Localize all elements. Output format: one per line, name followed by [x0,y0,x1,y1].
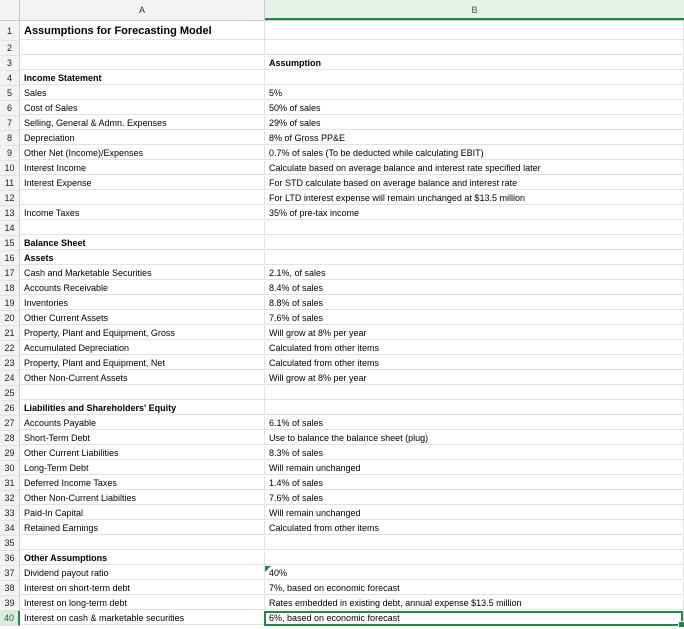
cell-b[interactable]: For LTD interest expense will remain unchanged at $13.5 million [265,191,684,205]
cell-b[interactable]: 50% of sales [265,101,684,115]
table-row [0,146,684,161]
cell-a[interactable]: Long-Term Debt [20,461,265,475]
row-header[interactable]: 1 [0,21,20,41]
table-row [0,191,684,206]
row-header[interactable]: 40 [0,611,20,626]
table-row [0,206,684,221]
column-header-b[interactable]: B [265,0,684,20]
cell-b[interactable] [265,41,684,55]
cell-b[interactable]: 5% [265,86,684,100]
cell-a[interactable] [20,41,265,55]
table-row [0,521,684,536]
column-header-row [0,0,684,21]
table-row [0,476,684,491]
cell-b[interactable]: 29% of sales [265,116,684,130]
cell-b[interactable]: 2.1%, of sales [265,266,684,280]
table-row [0,251,684,266]
table-row [0,101,684,116]
cell-a[interactable]: Deferred Income Taxes [20,476,265,490]
table-row [0,311,684,326]
cell-b[interactable]: Assumption [265,56,684,70]
select-all-corner[interactable] [0,0,20,20]
cell-a[interactable]: Paid-In Capital [20,506,265,520]
cell-a[interactable]: Retained Earnings [20,521,265,535]
cell-b[interactable] [265,21,684,40]
row-header[interactable]: 9 [0,146,20,161]
table-row [0,56,684,71]
cell-b[interactable]: Rates embedded in existing debt, annual expense $13.5 million [265,596,684,610]
row-header[interactable]: 12 [0,191,20,206]
cell-b[interactable]: Calculated from other items [265,521,684,535]
row-header[interactable]: 32 [0,491,20,506]
cell-a[interactable]: Other Current Assets [20,311,265,325]
cell-a[interactable]: Other Non-Current Assets [20,371,265,385]
cell-a[interactable]: Income Taxes [20,206,265,220]
cell-a[interactable] [20,191,265,205]
table-row [0,161,684,176]
cell-a[interactable]: Short-Term Debt [20,431,265,445]
table-row [0,281,684,296]
cell-b[interactable]: Will grow at 8% per year [265,371,684,385]
row-header[interactable]: 14 [0,221,20,236]
cell-b[interactable]: 35% of pre-tax income [265,206,684,220]
cell-b[interactable] [265,386,684,400]
row-header[interactable]: 33 [0,506,20,521]
cell-b[interactable]: 7.6% of sales [265,491,684,505]
cell-b[interactable]: 6%, based on economic forecast [265,611,684,625]
cell-b[interactable]: 1.4% of sales [265,476,684,490]
table-row [0,341,684,356]
cell-b[interactable] [265,536,684,550]
cell-a[interactable]: Interest Income [20,161,265,175]
grid-rows [0,21,684,626]
table-row [0,71,684,86]
table-row [0,86,684,101]
active-cell-outline [264,611,683,626]
cell-a[interactable]: Assets [20,251,265,265]
cell-b[interactable]: Will remain unchanged [265,461,684,475]
column-header-a[interactable]: A [20,0,265,20]
table-row [0,611,684,626]
fill-handle[interactable] [678,621,684,628]
cell-a[interactable]: Sales [20,86,265,100]
cell-b[interactable]: For STD calculate based on average balance and interest rate [265,176,684,190]
table-row [0,221,684,236]
cell-a[interactable]: Accounts Payable [20,416,265,430]
cell-a[interactable]: Assumptions for Forecasting Model [20,21,265,40]
cell-a[interactable]: Other Net (Income)/Expenses [20,146,265,160]
cell-a[interactable]: Accumulated Depreciation [20,341,265,355]
row-header[interactable]: 18 [0,281,20,296]
cell-a[interactable]: Other Current Liabilities [20,446,265,460]
cell-a[interactable]: Property, Plant and Equipment, Net [20,356,265,370]
table-row [0,131,684,146]
cell-a[interactable]: Selling, General & Admn. Expenses [20,116,265,130]
table-row [0,416,684,431]
cell-a[interactable]: Property, Plant and Equipment, Gross [20,326,265,340]
cell-a[interactable]: Cash and Marketable Securities [20,266,265,280]
row-header[interactable]: 20 [0,311,20,326]
cell-b[interactable]: 6.1% of sales [265,416,684,430]
row-header[interactable]: 3 [0,56,20,71]
table-row [0,176,684,191]
row-header[interactable]: 10 [0,161,20,176]
cell-b[interactable]: 8% of Gross PP&E [265,131,684,145]
table-row [0,446,684,461]
row-header[interactable]: 6 [0,101,20,116]
row-header[interactable]: 37 [0,566,20,581]
table-row [0,356,684,371]
cell-b[interactable]: Will grow at 8% per year [265,326,684,340]
row-header[interactable]: 4 [0,71,20,86]
row-header[interactable]: 2 [0,41,20,56]
cell-a[interactable]: Interest on cash & marketable securities [20,611,265,625]
row-header[interactable]: 21 [0,326,20,341]
cell-b[interactable] [265,236,684,250]
cell-b[interactable]: Use to balance the balance sheet (plug) [265,431,684,445]
table-row [0,506,684,521]
cell-a[interactable]: Cost of Sales [20,101,265,115]
table-row [0,401,684,416]
cell-b[interactable] [265,551,684,565]
cell-a[interactable]: Other Assumptions [20,551,265,565]
cell-a[interactable]: Income Statement [20,71,265,85]
cell-b[interactable]: Calculated from other items [265,341,684,355]
row-header[interactable]: 17 [0,266,20,281]
table-row [0,461,684,476]
row-header[interactable]: 27 [0,416,20,431]
row-header[interactable]: 22 [0,341,20,356]
cell-b[interactable]: 0.7% of sales (To be deducted while calculating EBIT) [265,146,684,160]
table-row [0,431,684,446]
row-header[interactable]: 25 [0,386,20,401]
cell-b[interactable]: Calculated from other items [265,356,684,370]
cell-a[interactable]: Dividend payout ratio [20,566,265,580]
cell-a[interactable]: Interest on long-term debt [20,596,265,610]
row-header[interactable]: 26 [0,401,20,416]
cell-b[interactable]: 8.8% of sales [265,296,684,310]
table-row [0,551,684,566]
table-row [0,21,684,41]
cell-a[interactable]: Balance Sheet [20,236,265,250]
table-row [0,41,684,56]
row-header[interactable]: 31 [0,476,20,491]
table-row [0,581,684,596]
row-header[interactable]: 11 [0,176,20,191]
comment-indicator-icon[interactable] [265,566,271,572]
cell-b[interactable]: 8.3% of sales [265,446,684,460]
row-header[interactable]: 8 [0,131,20,146]
cell-b[interactable]: 8.4% of sales [265,281,684,295]
cell-b[interactable] [265,221,684,235]
row-header[interactable]: 29 [0,446,20,461]
row-header[interactable]: 19 [0,296,20,311]
table-row [0,566,684,581]
cell-b[interactable]: 40% [265,566,684,580]
table-row [0,386,684,401]
table-row [0,491,684,506]
row-header[interactable]: 5 [0,86,20,101]
row-header[interactable]: 36 [0,551,20,566]
cell-b[interactable] [265,401,684,415]
cell-b[interactable]: 7%, based on economic forecast [265,581,684,595]
row-header[interactable]: 15 [0,236,20,251]
cell-b[interactable] [265,251,684,265]
cell-a[interactable]: Accounts Receivable [20,281,265,295]
table-row [0,371,684,386]
cell-a[interactable]: Other Non-Current Liabilties [20,491,265,505]
row-header[interactable]: 35 [0,536,20,551]
cell-a[interactable] [20,536,265,550]
cell-a[interactable]: Depreciation [20,131,265,145]
row-header[interactable]: 7 [0,116,20,131]
table-row [0,266,684,281]
row-header[interactable]: 34 [0,521,20,536]
cell-b[interactable] [265,71,684,85]
cell-b[interactable]: 7.6% of sales [265,311,684,325]
cell-a[interactable]: Liabilities and Shareholders' Equity [20,401,265,415]
cell-a[interactable]: Inventories [20,296,265,310]
cell-b[interactable]: Calculate based on average balance and interest rate specified later [265,161,684,175]
cell-a[interactable] [20,221,265,235]
row-header[interactable]: 39 [0,596,20,611]
table-row [0,116,684,131]
row-header[interactable]: 30 [0,461,20,476]
table-row [0,596,684,611]
row-header[interactable]: 13 [0,206,20,221]
row-header[interactable]: 16 [0,251,20,266]
cell-a[interactable] [20,386,265,400]
cell-b[interactable]: Will remain unchanged [265,506,684,520]
cell-a[interactable]: Interest Expense [20,176,265,190]
row-header[interactable]: 23 [0,356,20,371]
table-row [0,326,684,341]
row-header[interactable]: 38 [0,581,20,596]
cell-a[interactable] [20,56,265,70]
table-row [0,296,684,311]
row-header[interactable]: 28 [0,431,20,446]
table-row [0,236,684,251]
cell-a[interactable]: Interest on short-term debt [20,581,265,595]
row-header[interactable]: 24 [0,371,20,386]
table-row [0,536,684,551]
